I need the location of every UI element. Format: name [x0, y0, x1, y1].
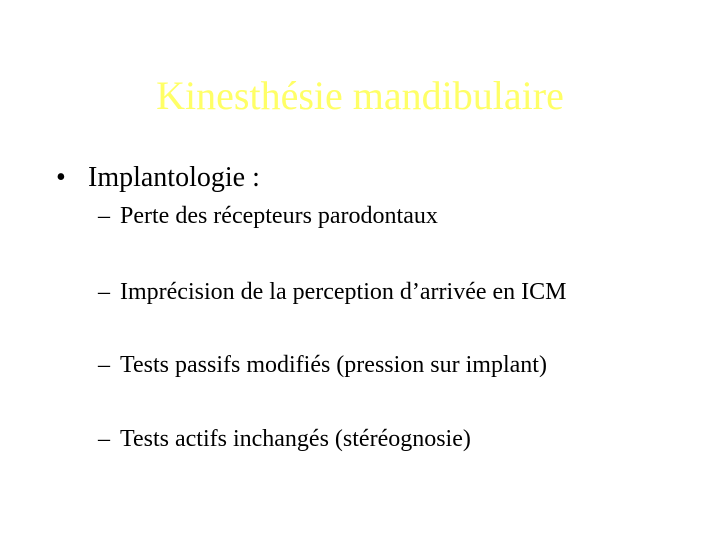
slide-title: Kinesthésie mandibulaire: [156, 73, 564, 118]
sub-item: [98, 424, 471, 454]
sub-item-text: Imprécision de la perception d’arrivée en ICM: [120, 279, 567, 305]
sub-item: [98, 277, 566, 307]
sub-item: [98, 350, 547, 380]
dash-marker: –: [98, 279, 110, 305]
bullet-item: [56, 160, 260, 196]
sub-item: [98, 201, 438, 231]
dash-marker: –: [98, 203, 110, 229]
sub-item-text: Tests passifs modifiés (pression sur implant): [120, 352, 547, 378]
dash-marker: –: [98, 352, 110, 378]
sub-item-text: Perte des récepteurs parodontaux: [120, 203, 438, 229]
sub-item-text: Tests actifs inchangés (stéréognosie): [120, 426, 471, 452]
bullet-marker: •: [56, 162, 66, 193]
dash-marker: –: [98, 426, 110, 452]
bullet-text: Implantologie :: [88, 162, 260, 193]
